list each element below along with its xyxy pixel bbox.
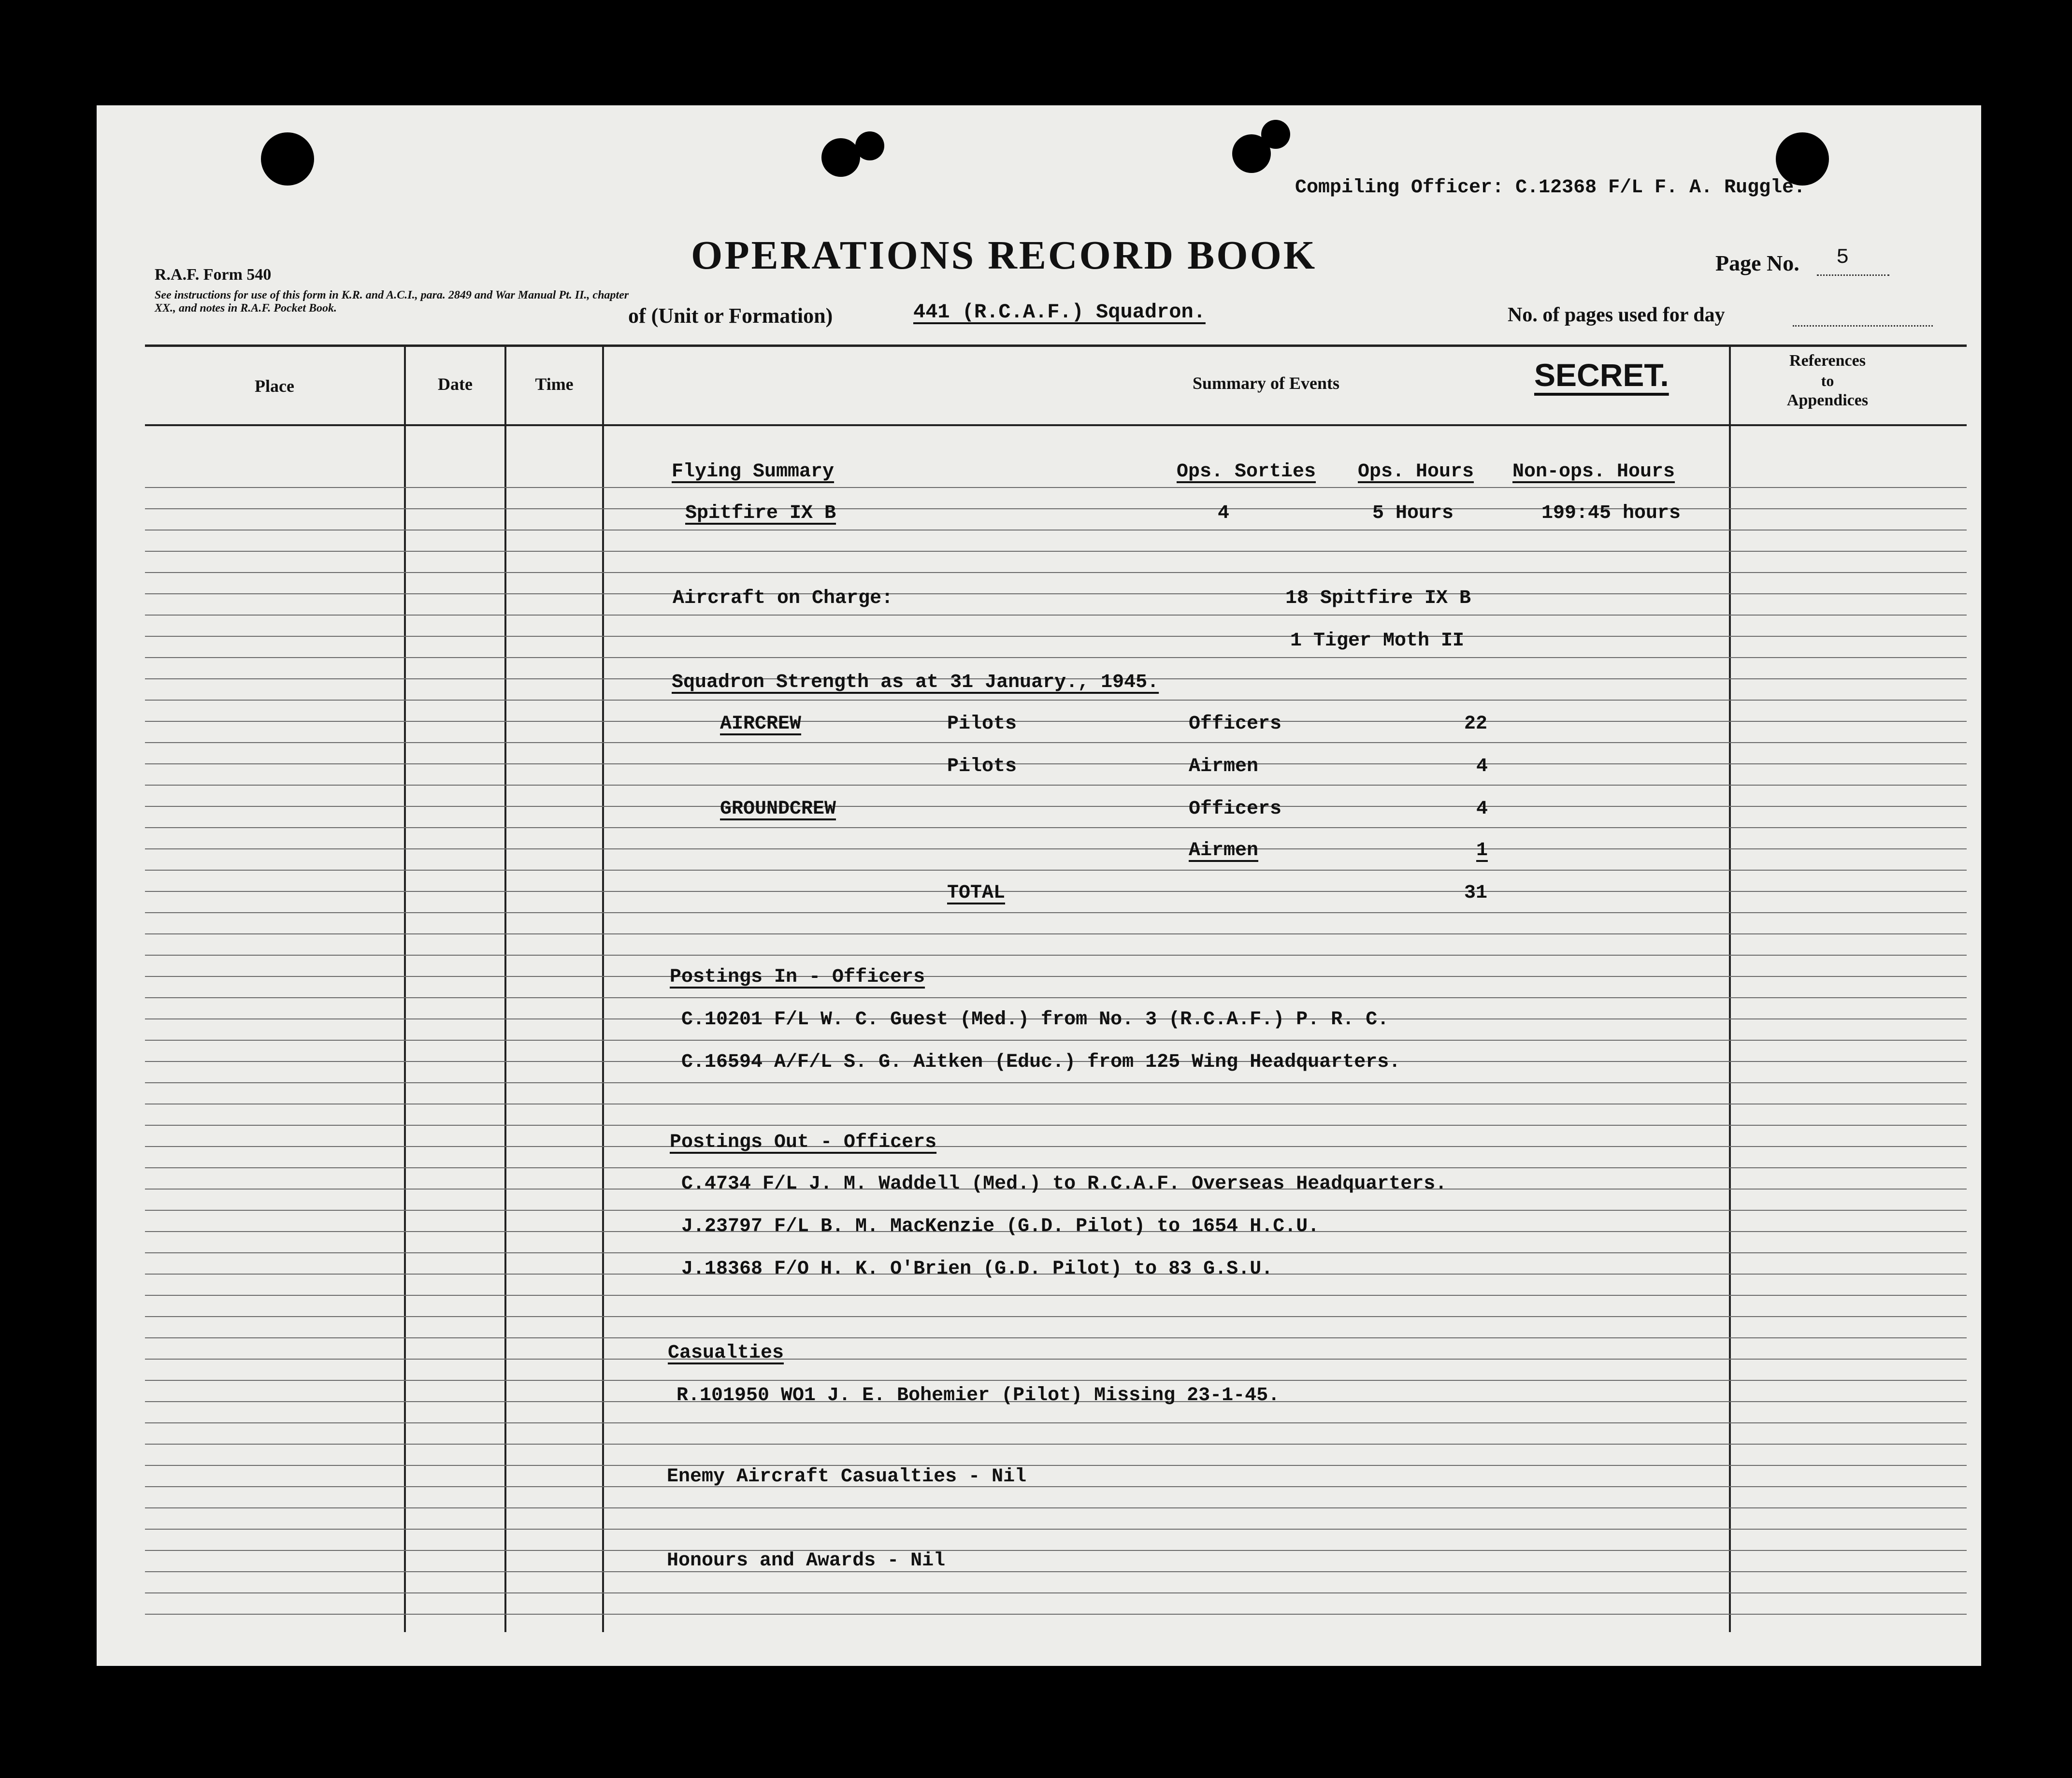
casualties-title: Casualties (668, 1342, 784, 1364)
ruled-line (145, 1252, 1967, 1253)
postings-in-title: Postings In - Officers (670, 966, 925, 988)
ruled-line (145, 657, 1967, 658)
col-divider-time (602, 344, 604, 1632)
col-header-time: Time (535, 374, 574, 394)
postings-out-line1: C.4734 F/L J. M. Waddell (Med.) to R.C.A.F. Overseas Headquarters. (681, 1173, 1447, 1195)
postings-out-line3: J.18368 F/O H. K. O'Brien (G.D. Pilot) to 83 G.S.U. (681, 1258, 1273, 1280)
col-header-references-2: to (1821, 372, 1834, 389)
postings-out-line2: J.23797 F/L B. M. MacKenzie (G.D. Pilot) to 1654 H.C.U. (681, 1216, 1320, 1237)
ruled-line (145, 1507, 1967, 1508)
ruled-line (145, 1359, 1967, 1360)
punch-hole-mid-left-2 (855, 131, 884, 160)
strength-count-4: 1 (1476, 840, 1488, 861)
aircraft-on-charge-line1: 18 Spitfire IX B (1285, 588, 1471, 609)
ruled-line (145, 742, 1967, 743)
ruled-line (145, 1337, 1967, 1338)
ruled-line (145, 1082, 1967, 1083)
form-sheet (97, 105, 1981, 1666)
ruled-line (145, 785, 1967, 786)
flying-summary-title: Flying Summary (672, 461, 835, 483)
page-number-dots (1817, 274, 1889, 276)
ruled-line (145, 1167, 1967, 1168)
ruled-line (145, 955, 1967, 956)
ruled-line (145, 997, 1967, 998)
ruled-line (145, 1486, 1967, 1487)
col-header-date: Date (438, 374, 473, 394)
ruled-line (145, 806, 1967, 807)
strength-count-3: 4 (1476, 798, 1488, 820)
ruled-line (145, 891, 1967, 892)
secret-stamp: SECRET. (1534, 357, 1669, 393)
ruled-line (145, 1422, 1967, 1423)
ruled-line (145, 1529, 1967, 1530)
table-top-border (145, 344, 1967, 347)
ruled-line (145, 848, 1967, 849)
postings-out-title: Postings Out - Officers (670, 1132, 937, 1153)
ruled-line (145, 636, 1967, 637)
ruled-line (145, 1550, 1967, 1551)
ruled-line (145, 615, 1967, 616)
punch-hole-mid-right-2 (1261, 120, 1290, 149)
flying-sorties-value: 4 (1218, 502, 1230, 524)
enemy-aircraft-casualties: Enemy Aircraft Casualties - Nil (667, 1466, 1027, 1488)
strength-airmen-1: Airmen (1189, 756, 1259, 777)
ruled-line (145, 1444, 1967, 1445)
ruled-line (145, 870, 1967, 871)
ruled-line (145, 593, 1967, 594)
ruled-line (145, 487, 1967, 488)
strength-airmen-2: Airmen (1189, 840, 1259, 861)
punch-hole-left (261, 132, 314, 186)
page-number-label: Page No. (1715, 251, 1799, 275)
ruled-line (145, 721, 1967, 722)
strength-count-1: 22 (1464, 713, 1488, 735)
strength-pilots-2: Pilots (947, 756, 1017, 777)
strength-total-label: TOTAL (947, 882, 1006, 904)
col-header-summary: Summary of Events (1193, 373, 1339, 393)
ruled-line (145, 1316, 1967, 1317)
ruled-line (145, 1592, 1967, 1593)
strength-officers-2: Officers (1189, 798, 1282, 820)
pages-used-label: No. of pages used for day (1508, 304, 1725, 326)
aircraft-on-charge-line2: 1 Tiger Moth II (1290, 630, 1465, 652)
col-divider-place (404, 344, 406, 1632)
col-header-place: Place (255, 376, 294, 396)
ruled-line (145, 763, 1967, 764)
ruled-line (145, 1125, 1967, 1126)
flying-ops-hours-value: 5 Hours (1372, 502, 1454, 524)
strength-title: Squadron Strength as at 31 January., 1945. (672, 672, 1159, 693)
unit-label: of (Unit or Formation) (628, 304, 833, 328)
col-ops-hours: Ops. Hours (1358, 461, 1474, 483)
strength-total-value: 31 (1464, 882, 1488, 904)
ruled-line (145, 1465, 1967, 1466)
ruled-line (145, 1146, 1967, 1147)
ruled-line (145, 1040, 1967, 1041)
strength-count-2: 4 (1476, 756, 1488, 777)
postings-in-line2: C.16594 A/F/L S. G. Aitken (Educ.) from 125 Wing Headquarters. (681, 1051, 1401, 1073)
ruled-line (145, 700, 1967, 701)
page-title: OPERATIONS RECORD BOOK (691, 233, 1317, 278)
form-instructions: See instructions for use of this form in K.R. and A.C.I., para. 2849 and War Manual Pt. II., chapter XX., and notes in R.A.F. Pocket Book. (155, 289, 629, 315)
ruled-line (145, 1380, 1967, 1381)
unit-value: 441 (R.C.A.F.) Squadron. (913, 301, 1206, 324)
compiling-officer: Compiling Officer: C.12368 F/L F. A. Ruggle. (1295, 177, 1806, 199)
form-name: R.A.F. Form 540 (155, 266, 272, 284)
col-nonops-hours: Non-ops. Hours (1512, 461, 1675, 483)
ruled-line (145, 551, 1967, 552)
ruled-line (145, 827, 1967, 828)
aircraft-on-charge-label: Aircraft on Charge: (673, 588, 893, 609)
honours-and-awards: Honours and Awards - Nil (667, 1550, 946, 1572)
ruled-line (145, 1571, 1967, 1572)
pages-used-dots (1793, 325, 1933, 327)
page-number-value: 5 (1836, 245, 1849, 270)
header-bottom-border (145, 424, 1967, 426)
casualties-line1: R.101950 WO1 J. E. Bohemier (Pilot) Missing 23-1-45. (676, 1385, 1280, 1406)
col-header-references-3: Appendices (1786, 391, 1869, 409)
strength-aircrew: AIRCREW (720, 713, 802, 735)
col-divider-date (504, 344, 506, 1632)
ruled-line (145, 508, 1967, 509)
ruled-line (145, 572, 1967, 573)
ruled-line (145, 976, 1967, 977)
strength-groundcrew: GROUNDCREW (720, 798, 836, 820)
strength-pilots-1: Pilots (947, 713, 1017, 735)
punch-hole-mid-left (821, 138, 860, 177)
ruled-line (145, 1295, 1967, 1296)
col-header-references-1: References (1789, 352, 1866, 370)
flying-aircraft: Spitfire IX B (685, 502, 836, 524)
col-divider-summary (1729, 344, 1731, 1632)
ruled-line (145, 530, 1967, 531)
ruled-line (145, 1210, 1967, 1211)
col-ops-sorties: Ops. Sorties (1177, 461, 1316, 483)
ruled-line (145, 912, 1967, 913)
strength-officers-1: Officers (1189, 713, 1282, 735)
ruled-line (145, 933, 1967, 934)
flying-nonops-hours-value: 199:45 hours (1541, 502, 1681, 524)
postings-in-line1: C.10201 F/L W. C. Guest (Med.) from No. 3 (R.C.A.F.) P. R. C. (681, 1009, 1389, 1031)
ruled-line (145, 1614, 1967, 1615)
